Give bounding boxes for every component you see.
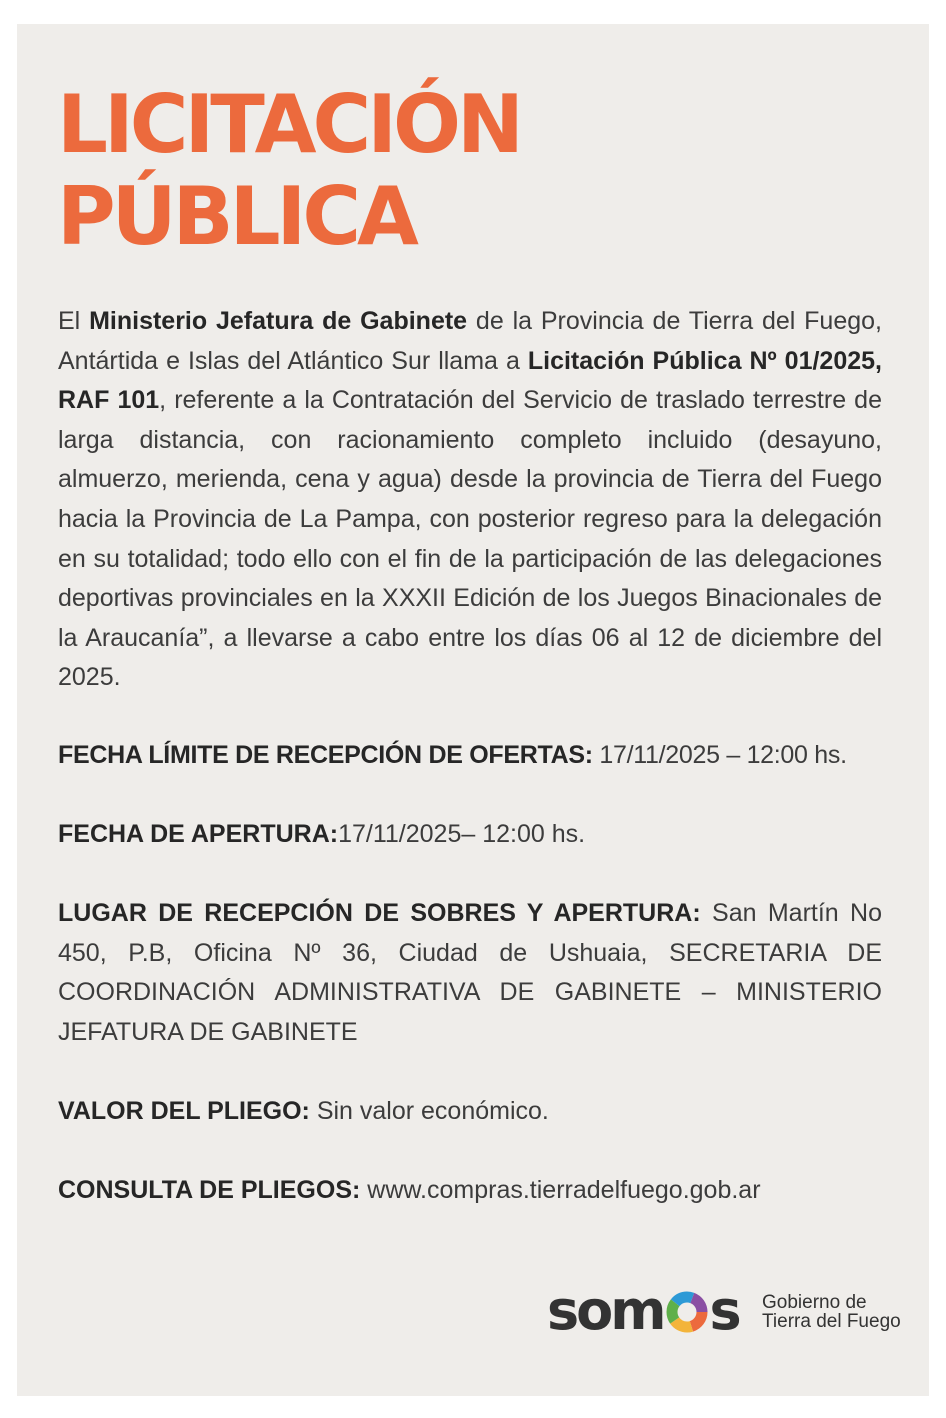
field-opening (58, 815, 882, 855)
field-price (58, 1092, 882, 1132)
field-location (58, 894, 882, 1052)
title-line-2: PÚBLICA (57, 170, 415, 263)
field-inquiry-label: CONSULTA DE PLIEGOS: (58, 1176, 361, 1204)
government-logo (547, 1279, 907, 1343)
body-bold-ministry: Ministerio Jefatura de Gabinete (89, 307, 468, 335)
field-deadline (58, 736, 882, 776)
field-inquiry (58, 1171, 882, 1211)
body-text-1: El (58, 307, 90, 335)
notice-card (17, 24, 929, 1396)
somos-wordmark (547, 1279, 739, 1343)
field-price-value: Sin valor económico. (309, 1097, 549, 1125)
field-location-value: San Martín No 450, P.B, Oficina Nº 36, Ciudad de Ushuaia, SECRETARIA DE COORDINACIÓN ADMINISTRATIVA DE GABINETE – MINISTERIO JEFATURA DE GABINETE (58, 899, 882, 1046)
government-name-line-2: Tierra del Fuego (762, 1311, 901, 1332)
field-deadline-label: FECHA LÍMITE DE RECEPCIÓN DE OFERTAS: (58, 741, 593, 769)
notice-title (57, 79, 520, 263)
field-opening-label: FECHA DE APERTURA: (58, 820, 339, 848)
title-line-1: LICITACIÓN (57, 78, 520, 171)
notice-body (58, 302, 882, 698)
body-text-2: de la Provincia de Tierra del Fuego, Antártida e Islas del Atlántico Sur llama a (58, 307, 882, 375)
field-location-label: LUGAR DE RECEPCIÓN DE SOBRES Y APERTURA: (58, 899, 701, 927)
field-inquiry-link[interactable]: www.compras.tierradelfuego.gob.ar (360, 1176, 761, 1204)
field-opening-value: 17/11/2025– 12:00 hs. (338, 820, 586, 848)
field-deadline-value: 17/11/2025 – 12:00 hs. (592, 741, 847, 769)
field-price-label: VALOR DEL PLIEGO: (58, 1097, 310, 1125)
body-text-3: , referente a la Contratación del Servicio de traslado terrestre de larga distancia, con racionamiento completo incluido (desayuno, almuerzo, merienda, cena y agua) desde la provincia de Tierra del Fuego hacia la Provincia de La Pampa, con posterior regreso para la delegación en su totalidad; todo ello con el fin de la participación de las delegaciones deportivas provinciales en la XXXII Edición de los Juegos Binacionales de la Araucanía”, a llevarse a cabo entre los días 06 al 12 de diciembre del 2025. (58, 386, 882, 692)
somos-word-end: s (709, 1279, 739, 1342)
somos-o-ring-icon (666, 1291, 708, 1333)
somos-word-start: som (547, 1279, 664, 1342)
government-name (762, 1293, 901, 1331)
government-name-line-1: Gobierno de (762, 1292, 867, 1313)
body-bold-tender: Licitación Pública Nº 01/2025, RAF 101 (58, 346, 882, 415)
